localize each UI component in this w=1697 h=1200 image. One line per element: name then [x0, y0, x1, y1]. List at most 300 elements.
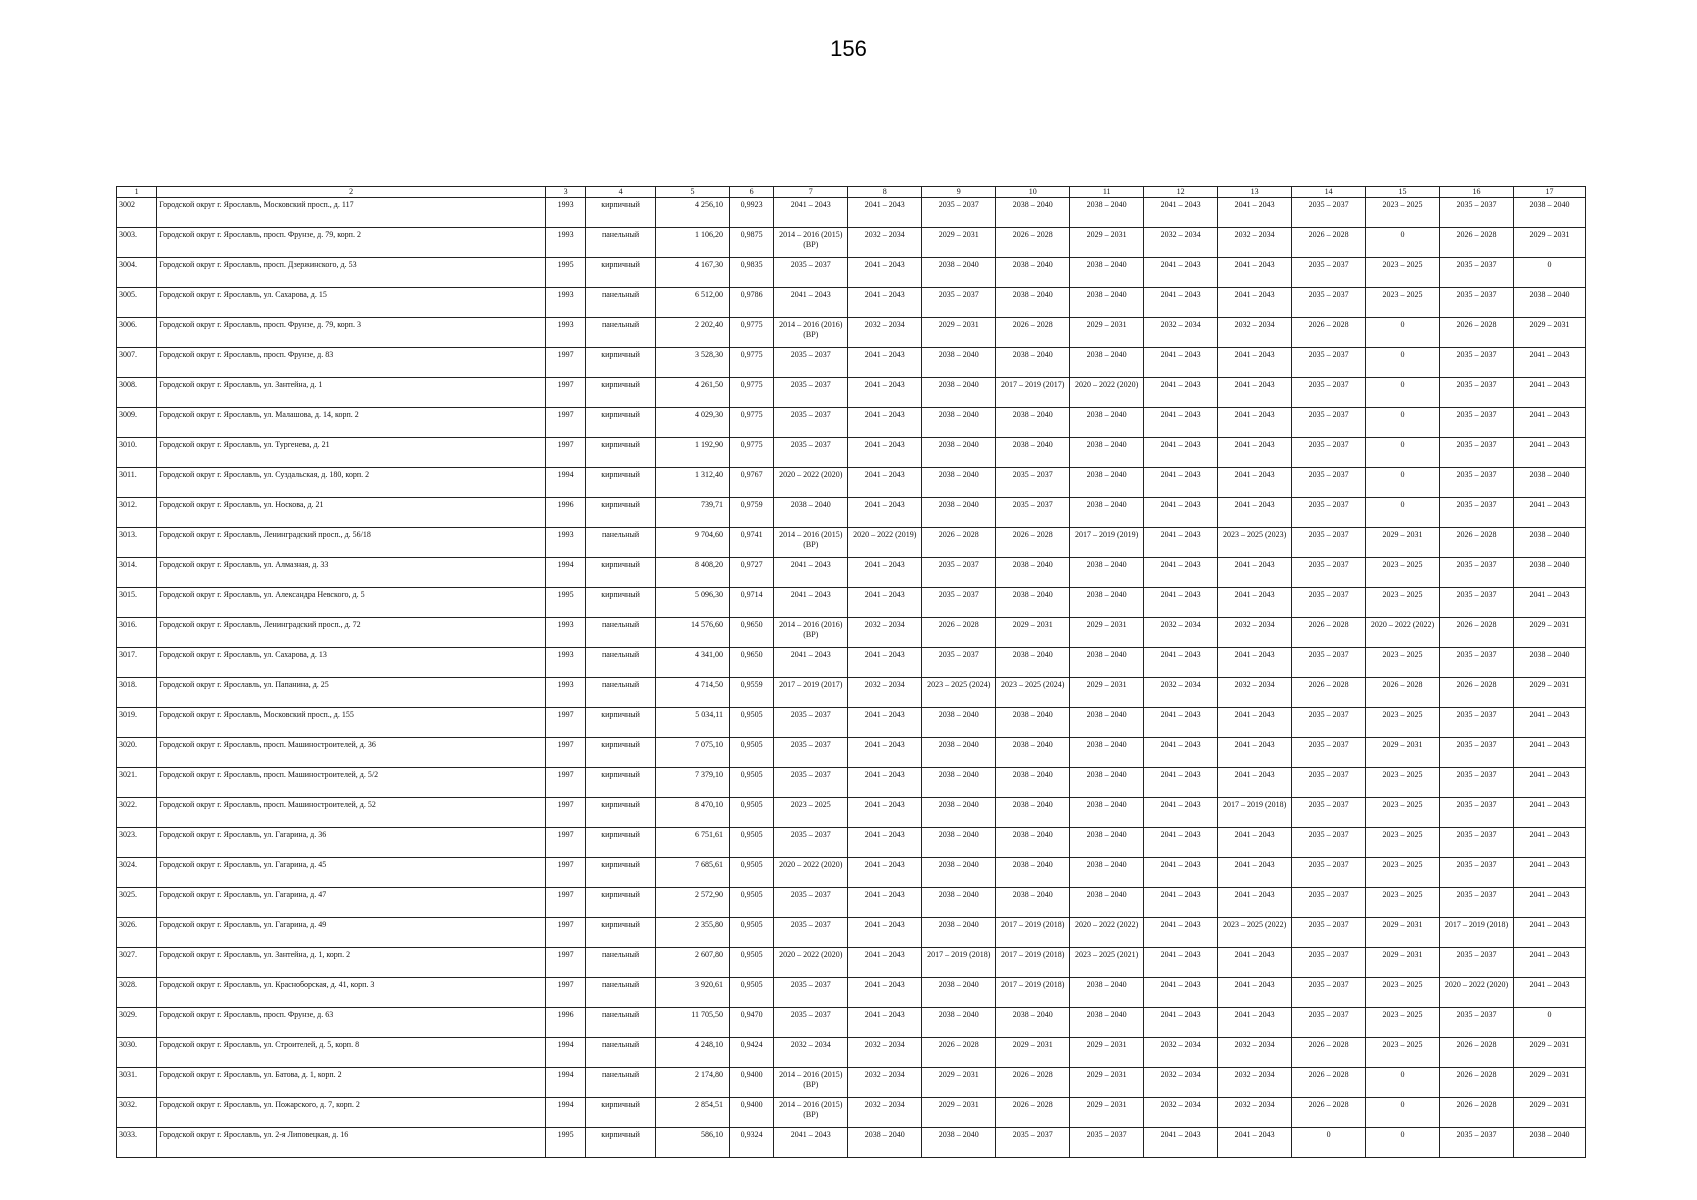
cell-period-14: 2035 – 2037	[1292, 768, 1366, 798]
cell-period-17: 2041 – 2043	[1514, 888, 1586, 918]
cell-period-11: 2029 – 2031	[1070, 678, 1144, 708]
cell-period-15: 2023 – 2025	[1366, 708, 1440, 738]
cell-period-14: 2035 – 2037	[1292, 738, 1366, 768]
cell-wall-material: кирпичный	[586, 1128, 656, 1158]
cell-total-area: 2 174,80	[655, 1068, 729, 1098]
cell-period-9: 2038 – 2040	[922, 378, 996, 408]
cell-period-16: 2026 – 2028	[1440, 618, 1514, 648]
cell-address: Городской округ г. Ярославль, ул. Красноборская, д. 41, корп. 3	[157, 978, 546, 1008]
cell-period-7: 2035 – 2037	[774, 438, 848, 468]
cell-wear-coefficient: 0,9505	[729, 858, 773, 888]
cell-period-13: 2041 – 2043	[1218, 468, 1292, 498]
cell-period-13: 2041 – 2043	[1218, 588, 1292, 618]
cell-period-10: 2035 – 2037	[996, 1128, 1070, 1158]
cell-wall-material: панельный	[586, 318, 656, 348]
cell-period-14: 2035 – 2037	[1292, 708, 1366, 738]
cell-period-15: 2023 – 2025	[1366, 768, 1440, 798]
cell-period-10: 2038 – 2040	[996, 1008, 1070, 1038]
cell-period-10: 2017 – 2019 (2017)	[996, 378, 1070, 408]
cell-period-14: 0	[1292, 1128, 1366, 1158]
cell-period-17: 2038 – 2040	[1514, 528, 1586, 558]
cell-row-number: 3027.	[117, 948, 157, 978]
cell-period-16: 2035 – 2037	[1440, 708, 1514, 738]
cell-period-12: 2041 – 2043	[1144, 468, 1218, 498]
cell-period-7: 2035 – 2037	[774, 378, 848, 408]
cell-year-built: 1993	[546, 228, 586, 258]
cell-period-8: 2032 – 2034	[848, 1098, 922, 1128]
cell-row-number: 3011.	[117, 468, 157, 498]
cell-wear-coefficient: 0,9741	[729, 528, 773, 558]
cell-period-13: 2041 – 2043	[1218, 858, 1292, 888]
table-body	[117, 198, 1586, 1158]
cell-period-14: 2026 – 2028	[1292, 1068, 1366, 1098]
cell-period-16: 2035 – 2037	[1440, 378, 1514, 408]
cell-wall-material: панельный	[586, 618, 656, 648]
cell-address: Городской округ г. Ярославль, Ленинградский просп., д. 56/18	[157, 528, 546, 558]
cell-period-17: 2038 – 2040	[1514, 648, 1586, 678]
cell-period-11: 2038 – 2040	[1070, 498, 1144, 528]
cell-period-15: 2023 – 2025	[1366, 828, 1440, 858]
cell-address: Городской округ г. Ярославль, просп. Фрунзе, д. 79, корп. 2	[157, 228, 546, 258]
cell-wear-coefficient: 0,9727	[729, 558, 773, 588]
cell-period-11: 2029 – 2031	[1070, 618, 1144, 648]
cell-address: Городской округ г. Ярославль, просп. Фрунзе, д. 79, корп. 3	[157, 318, 546, 348]
cell-period-10: 2017 – 2019 (2018)	[996, 978, 1070, 1008]
cell-wear-coefficient: 0,9775	[729, 408, 773, 438]
cell-row-number: 3021.	[117, 768, 157, 798]
cell-period-11: 2035 – 2037	[1070, 1128, 1144, 1158]
cell-period-14: 2026 – 2028	[1292, 228, 1366, 258]
cell-wear-coefficient: 0,9775	[729, 438, 773, 468]
column-number-header: 16	[1440, 187, 1514, 198]
cell-row-number: 3028.	[117, 978, 157, 1008]
cell-period-10: 2026 – 2028	[996, 318, 1070, 348]
cell-address: Городской округ г. Ярославль, ул. 2-я Липовецкая, д. 16	[157, 1128, 546, 1158]
table-row	[117, 348, 1586, 378]
cell-period-15: 0	[1366, 318, 1440, 348]
cell-period-10: 2038 – 2040	[996, 438, 1070, 468]
cell-period-14: 2026 – 2028	[1292, 318, 1366, 348]
cell-year-built: 1995	[546, 258, 586, 288]
column-number-header: 2	[157, 187, 546, 198]
cell-period-15: 2023 – 2025	[1366, 798, 1440, 828]
cell-period-16: 2026 – 2028	[1440, 528, 1514, 558]
cell-address: Городской округ г. Ярославль, ул. Гагарина, д. 45	[157, 858, 546, 888]
cell-total-area: 5 034,11	[655, 708, 729, 738]
cell-period-14: 2035 – 2037	[1292, 558, 1366, 588]
cell-period-13: 2032 – 2034	[1218, 678, 1292, 708]
cell-row-number: 3007.	[117, 348, 157, 378]
table-row	[117, 738, 1586, 768]
cell-period-11: 2029 – 2031	[1070, 318, 1144, 348]
cell-period-14: 2035 – 2037	[1292, 408, 1366, 438]
cell-period-7: 2035 – 2037	[774, 408, 848, 438]
cell-year-built: 1993	[546, 648, 586, 678]
cell-period-8: 2041 – 2043	[848, 198, 922, 228]
cell-total-area: 4 029,30	[655, 408, 729, 438]
cell-wall-material: кирпичный	[586, 468, 656, 498]
cell-period-8: 2041 – 2043	[848, 858, 922, 888]
cell-total-area: 6 512,00	[655, 288, 729, 318]
cell-period-11: 2038 – 2040	[1070, 258, 1144, 288]
cell-period-12: 2041 – 2043	[1144, 858, 1218, 888]
cell-period-12: 2032 – 2034	[1144, 678, 1218, 708]
cell-wall-material: кирпичный	[586, 798, 656, 828]
column-number-header: 10	[996, 187, 1070, 198]
cell-year-built: 1997	[546, 348, 586, 378]
cell-period-10: 2038 – 2040	[996, 198, 1070, 228]
cell-period-7: 2035 – 2037	[774, 828, 848, 858]
cell-period-7: 2014 – 2016 (2016) (ВР)	[774, 618, 848, 648]
table-row	[117, 528, 1586, 558]
cell-period-9: 2038 – 2040	[922, 978, 996, 1008]
cell-row-number: 3008.	[117, 378, 157, 408]
cell-total-area: 5 096,30	[655, 588, 729, 618]
cell-total-area: 7 685,61	[655, 858, 729, 888]
cell-period-17: 2041 – 2043	[1514, 858, 1586, 888]
cell-period-14: 2026 – 2028	[1292, 678, 1366, 708]
cell-address: Городской округ г. Ярославль, ул. Батова, д. 1, корп. 2	[157, 1068, 546, 1098]
cell-period-17: 2038 – 2040	[1514, 1128, 1586, 1158]
cell-period-17: 2038 – 2040	[1514, 198, 1586, 228]
cell-row-number: 3015.	[117, 588, 157, 618]
cell-total-area: 2 607,80	[655, 948, 729, 978]
cell-period-9: 2038 – 2040	[922, 888, 996, 918]
cell-total-area: 7 075,10	[655, 738, 729, 768]
cell-address: Городской округ г. Ярославль, ул. Носкова, д. 21	[157, 498, 546, 528]
cell-year-built: 1994	[546, 1068, 586, 1098]
table-row	[117, 888, 1586, 918]
cell-period-7: 2035 – 2037	[774, 738, 848, 768]
cell-wear-coefficient: 0,9559	[729, 678, 773, 708]
cell-year-built: 1993	[546, 678, 586, 708]
cell-period-16: 2035 – 2037	[1440, 558, 1514, 588]
cell-period-17: 2041 – 2043	[1514, 588, 1586, 618]
cell-period-11: 2038 – 2040	[1070, 1008, 1144, 1038]
housing-repair-table	[116, 186, 1586, 1158]
cell-period-17: 2038 – 2040	[1514, 468, 1586, 498]
cell-wall-material: кирпичный	[586, 438, 656, 468]
cell-period-10: 2035 – 2037	[996, 498, 1070, 528]
table-row	[117, 318, 1586, 348]
cell-year-built: 1995	[546, 588, 586, 618]
cell-row-number: 3022.	[117, 798, 157, 828]
cell-period-9: 2038 – 2040	[922, 798, 996, 828]
column-number-header: 15	[1366, 187, 1440, 198]
cell-period-16: 2035 – 2037	[1440, 258, 1514, 288]
cell-period-11: 2029 – 2031	[1070, 1068, 1144, 1098]
cell-wall-material: панельный	[586, 1038, 656, 1068]
cell-total-area: 739,71	[655, 498, 729, 528]
cell-period-8: 2041 – 2043	[848, 408, 922, 438]
cell-wear-coefficient: 0,9775	[729, 378, 773, 408]
cell-period-17: 2038 – 2040	[1514, 558, 1586, 588]
table-row	[117, 978, 1586, 1008]
cell-period-15: 2023 – 2025	[1366, 648, 1440, 678]
cell-period-10: 2038 – 2040	[996, 768, 1070, 798]
cell-period-17: 2041 – 2043	[1514, 948, 1586, 978]
cell-period-11: 2038 – 2040	[1070, 588, 1144, 618]
column-number-header: 3	[546, 187, 586, 198]
column-number-header: 7	[774, 187, 848, 198]
cell-period-14: 2035 – 2037	[1292, 288, 1366, 318]
cell-period-13: 2041 – 2043	[1218, 438, 1292, 468]
cell-period-12: 2032 – 2034	[1144, 1068, 1218, 1098]
column-number-header: 12	[1144, 187, 1218, 198]
cell-period-8: 2032 – 2034	[848, 228, 922, 258]
cell-wear-coefficient: 0,9875	[729, 228, 773, 258]
cell-period-14: 2035 – 2037	[1292, 258, 1366, 288]
cell-period-9: 2029 – 2031	[922, 228, 996, 258]
cell-wear-coefficient: 0,9505	[729, 888, 773, 918]
cell-period-9: 2029 – 2031	[922, 1068, 996, 1098]
cell-period-13: 2041 – 2043	[1218, 408, 1292, 438]
table-row	[117, 1068, 1586, 1098]
cell-total-area: 11 705,50	[655, 1008, 729, 1038]
cell-period-17: 2041 – 2043	[1514, 798, 1586, 828]
cell-row-number: 3023.	[117, 828, 157, 858]
cell-address: Городской округ г. Ярославль, ул. Тургенева, д. 21	[157, 438, 546, 468]
cell-period-9: 2017 – 2019 (2018)	[922, 948, 996, 978]
cell-period-11: 2038 – 2040	[1070, 738, 1144, 768]
cell-period-9: 2026 – 2028	[922, 528, 996, 558]
cell-period-16: 2035 – 2037	[1440, 408, 1514, 438]
cell-period-13: 2041 – 2043	[1218, 558, 1292, 588]
cell-total-area: 8 408,20	[655, 558, 729, 588]
cell-total-area: 2 572,90	[655, 888, 729, 918]
cell-year-built: 1997	[546, 828, 586, 858]
cell-wear-coefficient: 0,9650	[729, 618, 773, 648]
cell-wall-material: кирпичный	[586, 378, 656, 408]
cell-wall-material: панельный	[586, 1068, 656, 1098]
cell-period-13: 2032 – 2034	[1218, 318, 1292, 348]
cell-period-15: 2023 – 2025	[1366, 288, 1440, 318]
cell-period-15: 2023 – 2025	[1366, 198, 1440, 228]
cell-period-11: 2038 – 2040	[1070, 768, 1144, 798]
cell-total-area: 586,10	[655, 1128, 729, 1158]
cell-total-area: 14 576,60	[655, 618, 729, 648]
cell-period-10: 2038 – 2040	[996, 348, 1070, 378]
cell-period-13: 2032 – 2034	[1218, 228, 1292, 258]
cell-wear-coefficient: 0,9505	[729, 798, 773, 828]
cell-wall-material: кирпичный	[586, 738, 656, 768]
table-row	[117, 498, 1586, 528]
cell-wear-coefficient: 0,9424	[729, 1038, 773, 1068]
cell-wear-coefficient: 0,9400	[729, 1098, 773, 1128]
cell-year-built: 1997	[546, 978, 586, 1008]
cell-wall-material: панельный	[586, 678, 656, 708]
cell-year-built: 1993	[546, 288, 586, 318]
cell-period-10: 2029 – 2031	[996, 1038, 1070, 1068]
table-row	[117, 678, 1586, 708]
cell-period-15: 2023 – 2025	[1366, 558, 1440, 588]
cell-year-built: 1995	[546, 1128, 586, 1158]
cell-period-9: 2038 – 2040	[922, 348, 996, 378]
cell-period-17: 2041 – 2043	[1514, 498, 1586, 528]
cell-period-8: 2032 – 2034	[848, 1068, 922, 1098]
column-number-row	[117, 187, 1586, 198]
cell-wall-material: кирпичный	[586, 348, 656, 378]
cell-period-9: 2038 – 2040	[922, 828, 996, 858]
cell-wear-coefficient: 0,9650	[729, 648, 773, 678]
cell-total-area: 4 261,50	[655, 378, 729, 408]
cell-period-8: 2041 – 2043	[848, 468, 922, 498]
table-row	[117, 378, 1586, 408]
cell-period-10: 2029 – 2031	[996, 618, 1070, 648]
cell-row-number: 3016.	[117, 618, 157, 648]
cell-period-7: 2041 – 2043	[774, 288, 848, 318]
column-number-header: 11	[1070, 187, 1144, 198]
cell-period-12: 2032 – 2034	[1144, 1038, 1218, 1068]
cell-period-10: 2038 – 2040	[996, 828, 1070, 858]
cell-period-9: 2035 – 2037	[922, 288, 996, 318]
cell-period-12: 2041 – 2043	[1144, 798, 1218, 828]
cell-period-13: 2041 – 2043	[1218, 888, 1292, 918]
cell-period-12: 2041 – 2043	[1144, 498, 1218, 528]
cell-period-10: 2038 – 2040	[996, 648, 1070, 678]
cell-period-17: 2041 – 2043	[1514, 438, 1586, 468]
cell-period-8: 2041 – 2043	[848, 588, 922, 618]
cell-period-16: 2035 – 2037	[1440, 198, 1514, 228]
cell-period-9: 2038 – 2040	[922, 918, 996, 948]
cell-period-10: 2038 – 2040	[996, 708, 1070, 738]
cell-period-9: 2038 – 2040	[922, 258, 996, 288]
cell-period-12: 2032 – 2034	[1144, 1098, 1218, 1128]
cell-address: Городской округ г. Ярославль, ул. Зантейна, д. 1, корп. 2	[157, 948, 546, 978]
cell-period-14: 2035 – 2037	[1292, 1008, 1366, 1038]
cell-period-11: 2023 – 2025 (2021)	[1070, 948, 1144, 978]
cell-period-11: 2017 – 2019 (2019)	[1070, 528, 1144, 558]
cell-wall-material: кирпичный	[586, 828, 656, 858]
cell-period-15: 2029 – 2031	[1366, 918, 1440, 948]
cell-period-16: 2035 – 2037	[1440, 1128, 1514, 1158]
cell-period-12: 2041 – 2043	[1144, 288, 1218, 318]
cell-period-15: 2023 – 2025	[1366, 1038, 1440, 1068]
cell-period-15: 2023 – 2025	[1366, 888, 1440, 918]
cell-period-7: 2041 – 2043	[774, 648, 848, 678]
cell-wall-material: кирпичный	[586, 768, 656, 798]
cell-period-9: 2038 – 2040	[922, 1128, 996, 1158]
cell-period-17: 0	[1514, 258, 1586, 288]
cell-address: Городской округ г. Ярославль, просп. Машиностроителей, д. 36	[157, 738, 546, 768]
cell-period-10: 2038 – 2040	[996, 408, 1070, 438]
cell-period-13: 2041 – 2043	[1218, 288, 1292, 318]
cell-address: Городской округ г. Ярославль, Московский просп., д. 117	[157, 198, 546, 228]
cell-period-14: 2035 – 2037	[1292, 438, 1366, 468]
cell-period-7: 2038 – 2040	[774, 498, 848, 528]
cell-period-16: 2035 – 2037	[1440, 948, 1514, 978]
cell-period-10: 2038 – 2040	[996, 858, 1070, 888]
cell-address: Городской округ г. Ярославль, ул. Сахарова, д. 15	[157, 288, 546, 318]
table-row	[117, 228, 1586, 258]
cell-period-14: 2035 – 2037	[1292, 198, 1366, 228]
cell-period-14: 2035 – 2037	[1292, 528, 1366, 558]
table-row	[117, 1128, 1586, 1158]
table-row	[117, 468, 1586, 498]
cell-address: Городской округ г. Ярославль, ул. Папанина, д. 25	[157, 678, 546, 708]
table-row	[117, 558, 1586, 588]
cell-total-area: 1 192,90	[655, 438, 729, 468]
cell-period-11: 2029 – 2031	[1070, 1038, 1144, 1068]
cell-period-8: 2041 – 2043	[848, 798, 922, 828]
cell-period-14: 2035 – 2037	[1292, 918, 1366, 948]
cell-period-13: 2041 – 2043	[1218, 498, 1292, 528]
cell-row-number: 3031.	[117, 1068, 157, 1098]
cell-period-9: 2038 – 2040	[922, 1008, 996, 1038]
cell-wall-material: панельный	[586, 648, 656, 678]
cell-period-12: 2032 – 2034	[1144, 318, 1218, 348]
cell-period-16: 2035 – 2037	[1440, 768, 1514, 798]
cell-period-13: 2041 – 2043	[1218, 738, 1292, 768]
cell-period-15: 2023 – 2025	[1366, 258, 1440, 288]
cell-year-built: 1997	[546, 798, 586, 828]
cell-period-9: 2038 – 2040	[922, 738, 996, 768]
cell-wear-coefficient: 0,9775	[729, 318, 773, 348]
cell-period-8: 2041 – 2043	[848, 498, 922, 528]
cell-period-8: 2032 – 2034	[848, 1038, 922, 1068]
cell-total-area: 1 106,20	[655, 228, 729, 258]
cell-period-10: 2038 – 2040	[996, 888, 1070, 918]
cell-period-13: 2032 – 2034	[1218, 1068, 1292, 1098]
cell-total-area: 9 704,60	[655, 528, 729, 558]
cell-period-10: 2038 – 2040	[996, 738, 1070, 768]
cell-period-11: 2029 – 2031	[1070, 228, 1144, 258]
cell-period-16: 2020 – 2022 (2020)	[1440, 978, 1514, 1008]
cell-period-9: 2035 – 2037	[922, 198, 996, 228]
cell-period-11: 2038 – 2040	[1070, 558, 1144, 588]
cell-period-9: 2026 – 2028	[922, 1038, 996, 1068]
cell-year-built: 1993	[546, 618, 586, 648]
column-number-header: 17	[1514, 187, 1586, 198]
table-row	[117, 618, 1586, 648]
cell-period-16: 2035 – 2037	[1440, 738, 1514, 768]
cell-period-16: 2026 – 2028	[1440, 1098, 1514, 1128]
cell-period-12: 2041 – 2043	[1144, 1008, 1218, 1038]
cell-period-16: 2035 – 2037	[1440, 858, 1514, 888]
cell-period-13: 2023 – 2025 (2023)	[1218, 528, 1292, 558]
cell-period-12: 2041 – 2043	[1144, 588, 1218, 618]
cell-period-8: 2041 – 2043	[848, 348, 922, 378]
cell-address: Городской округ г. Ярославль, Ленинградский просп., д. 72	[157, 618, 546, 648]
cell-period-15: 0	[1366, 378, 1440, 408]
cell-period-14: 2026 – 2028	[1292, 1038, 1366, 1068]
cell-wear-coefficient: 0,9759	[729, 498, 773, 528]
cell-period-15: 0	[1366, 438, 1440, 468]
cell-period-12: 2041 – 2043	[1144, 378, 1218, 408]
cell-row-number: 3032.	[117, 1098, 157, 1128]
cell-wall-material: кирпичный	[586, 498, 656, 528]
cell-period-17: 2029 – 2031	[1514, 228, 1586, 258]
cell-address: Городской округ г. Ярославль, ул. Гагарина, д. 47	[157, 888, 546, 918]
cell-period-9: 2026 – 2028	[922, 618, 996, 648]
cell-period-7: 2014 – 2016 (2015) (ВР)	[774, 528, 848, 558]
cell-period-7: 2020 – 2022 (2020)	[774, 468, 848, 498]
cell-period-16: 2035 – 2037	[1440, 888, 1514, 918]
cell-period-12: 2032 – 2034	[1144, 618, 1218, 648]
cell-address: Городской округ г. Ярославль, ул. Сахарова, д. 13	[157, 648, 546, 678]
cell-period-13: 2041 – 2043	[1218, 768, 1292, 798]
cell-period-12: 2041 – 2043	[1144, 738, 1218, 768]
cell-period-7: 2035 – 2037	[774, 888, 848, 918]
cell-period-17: 2041 – 2043	[1514, 348, 1586, 378]
cell-period-11: 2020 – 2022 (2020)	[1070, 378, 1144, 408]
cell-period-12: 2041 – 2043	[1144, 258, 1218, 288]
cell-total-area: 2 355,80	[655, 918, 729, 948]
cell-address: Городской округ г. Ярославль, ул. Зантейна, д. 1	[157, 378, 546, 408]
cell-total-area: 4 248,10	[655, 1038, 729, 1068]
cell-year-built: 1993	[546, 528, 586, 558]
cell-period-11: 2038 – 2040	[1070, 708, 1144, 738]
